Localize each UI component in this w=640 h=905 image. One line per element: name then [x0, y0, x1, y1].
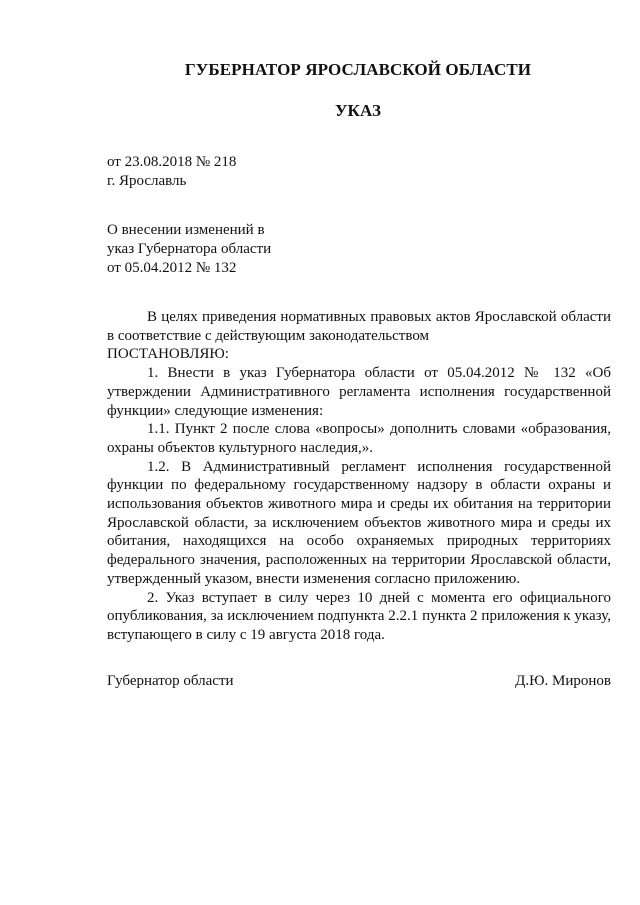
- document-type-title: УКАЗ: [334, 101, 382, 120]
- item-1-2-paragraph: 1.2. В Административный регламент исполнения государственной функции по федеральному государственному надзору в области охраны и использования объектов животного мира и среды их обитания на территории Ярославской области, за исключением объектов животного мира и среды их обитания, находящихся на особо охраняемых природных территориях федерального значения, расположенных на территории Ярославской области, утвержденный указом, внести изменения согласно приложению.: [107, 458, 611, 587]
- signatory-name: Д.Ю. Миронов: [515, 673, 611, 689]
- document-date-number: от 23.08.2018 № 218: [107, 154, 237, 170]
- document-issuer-title: ГУБЕРНАТОР ЯРОСЛАВСКОЙ ОБЛАСТИ: [184, 60, 532, 79]
- item-1-1-paragraph: 1.1. Пункт 2 после слова «вопросы» дополнить словами «образования, охраны объектов культурного наследия,».: [107, 421, 611, 456]
- preamble-paragraph: В целях приведения нормативных правовых актов Ярославской области в соответствие с действующим законодательством: [107, 309, 611, 344]
- document-subject: [107, 221, 271, 278]
- subject-line-1: О внесении изменений в: [107, 222, 265, 238]
- subject-line-2: указ Губернатора области: [107, 241, 272, 257]
- signatory-position: Губернатор области: [107, 673, 234, 689]
- document-body: [107, 308, 611, 645]
- item-1-paragraph: 1. Внести в указ Губернатора области от 05.04.2012 № 132 «Об утверждении Административного регламента исполнения государственной функции» следующие изменения:: [107, 365, 611, 419]
- subject-line-3: от 05.04.2012 № 132: [107, 260, 237, 276]
- decree-word: ПОСТАНОВЛЯЮ:: [107, 346, 229, 363]
- document-meta: [107, 153, 236, 191]
- item-2-paragraph: 2. Указ вступает в силу через 10 дней с момента его официального опубликования, за исключением подпункта 2.2.1 пункта 2 приложения к указу, вступающего в силу с 19 августа 2018 года.: [107, 589, 611, 643]
- document-city: г. Ярославль: [107, 173, 187, 189]
